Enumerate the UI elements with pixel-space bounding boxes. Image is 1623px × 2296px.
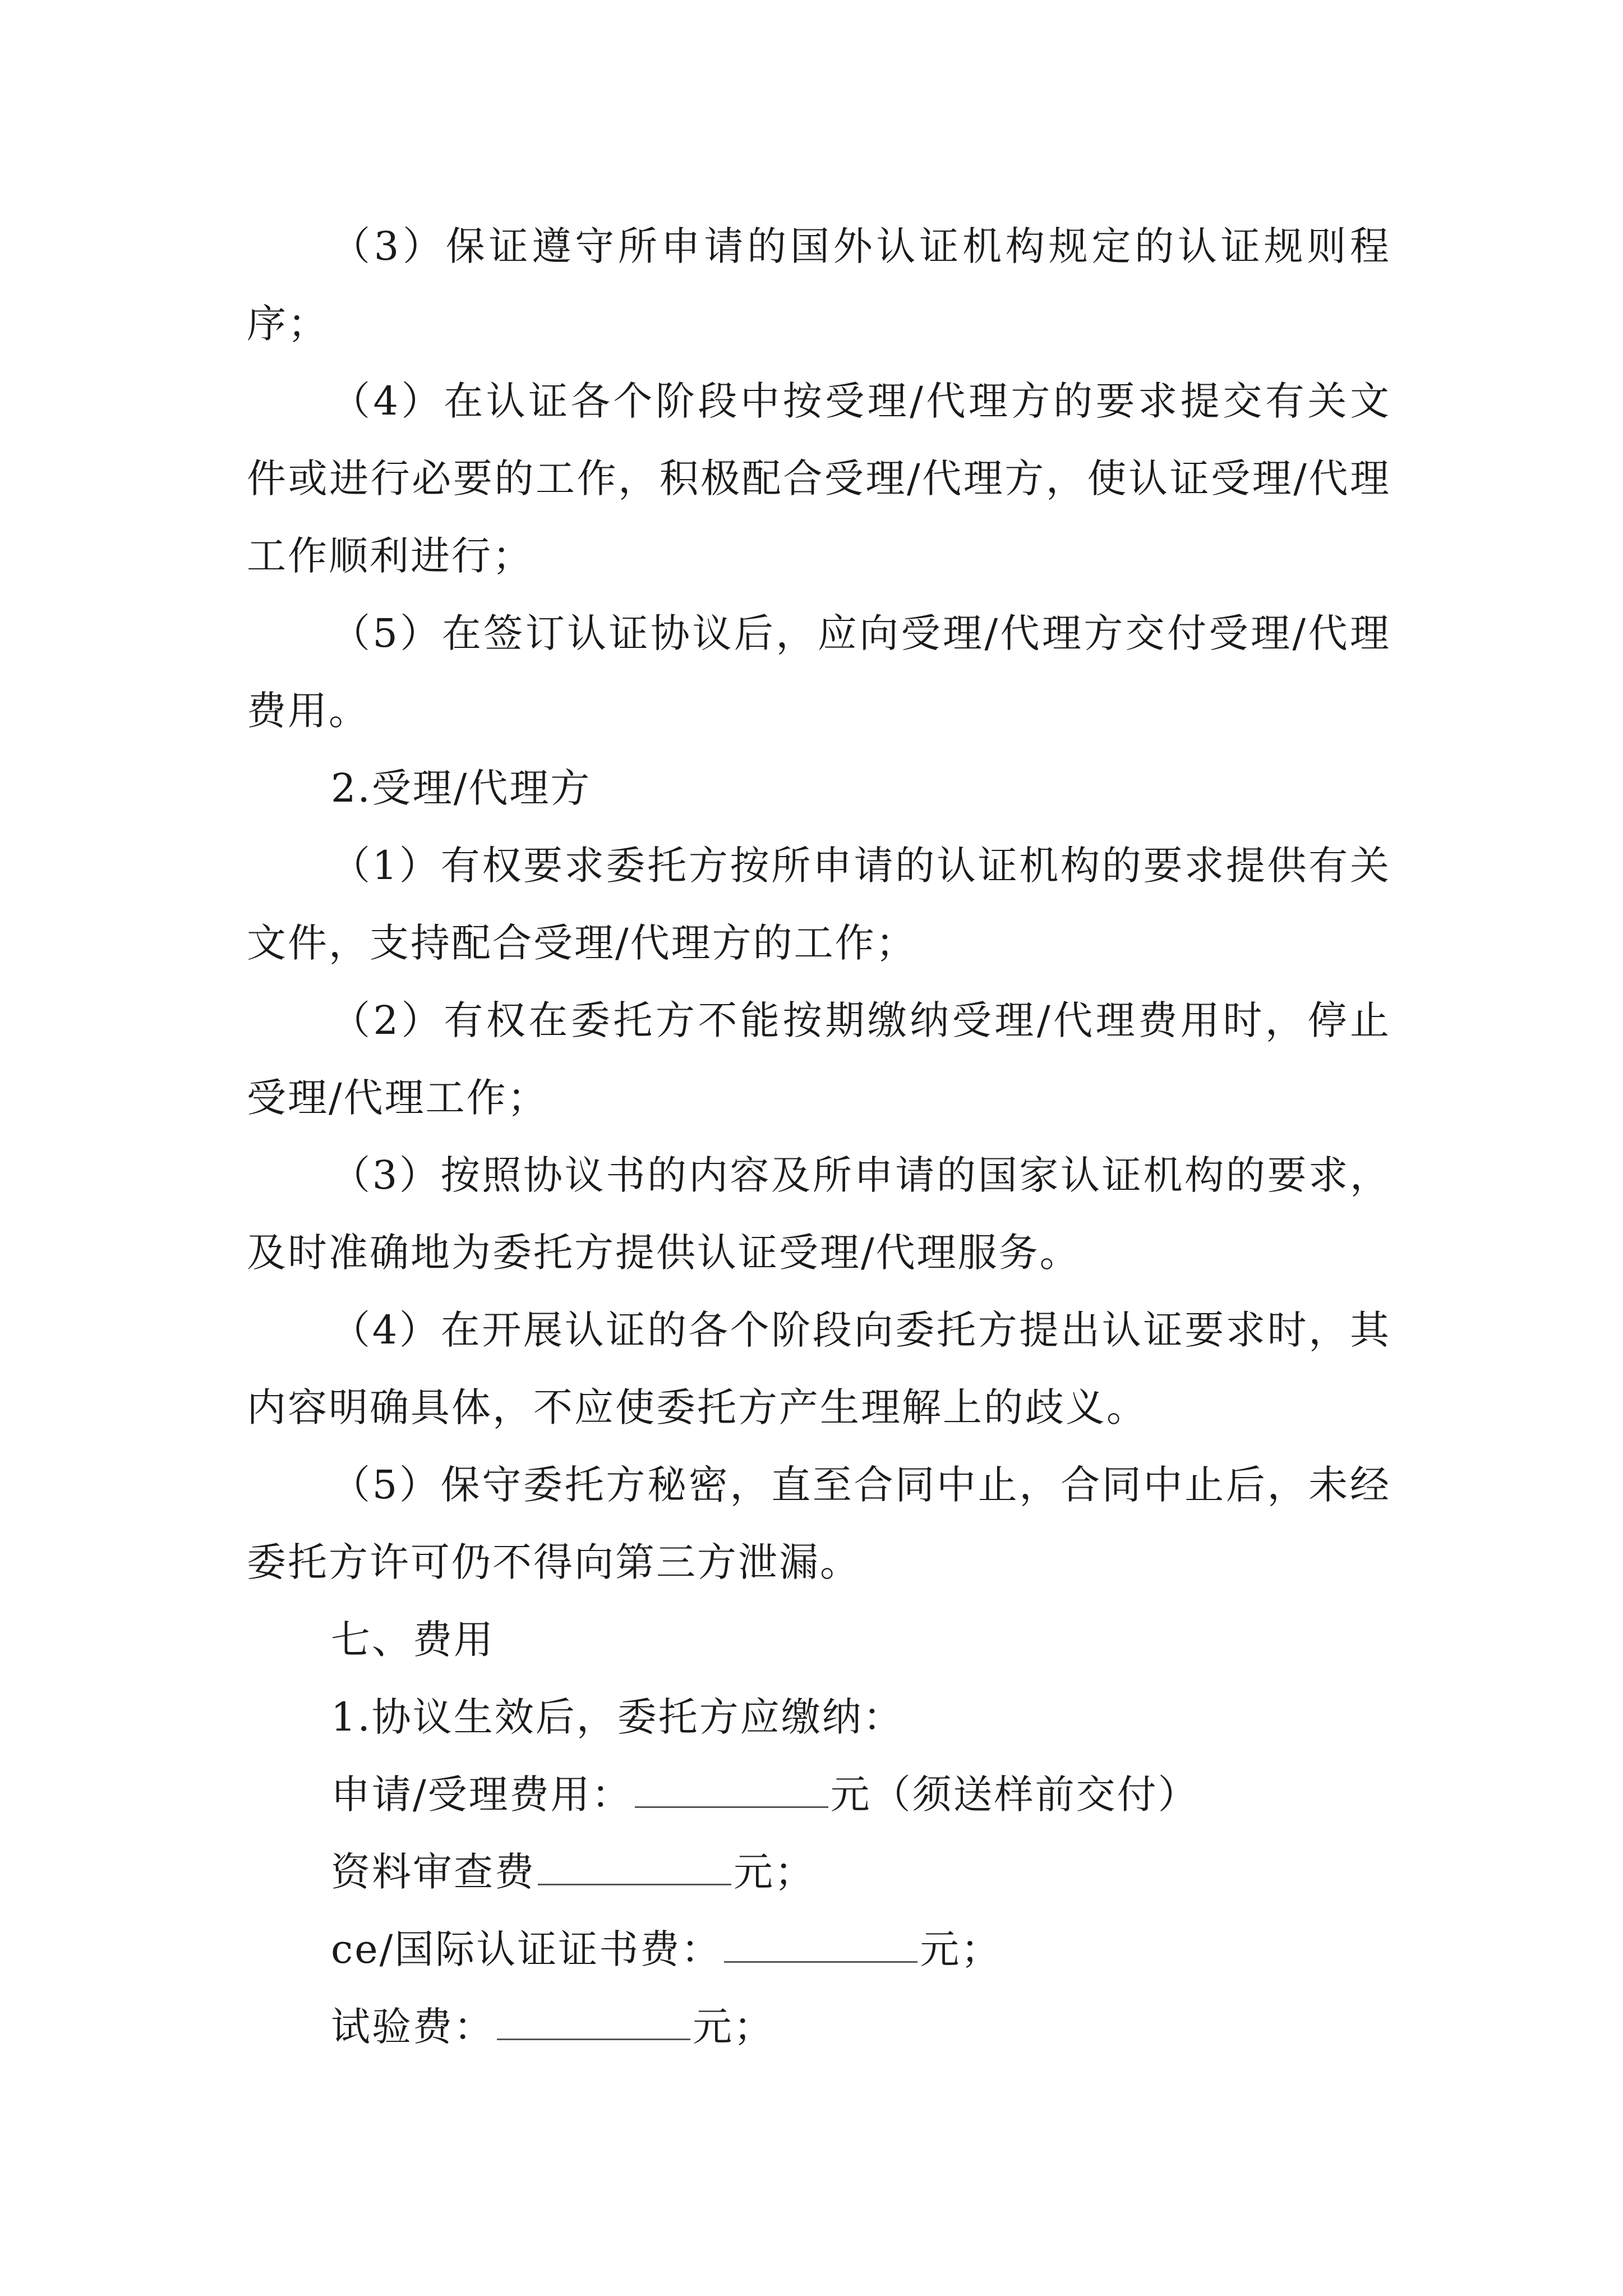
section-heading-fees: 七、费用 xyxy=(331,1617,495,1663)
clause-4-paragraph: （4）在认证各个阶段中按受理/代理方的要求提交有关文件或进行必要的工作，积极配合受理/代理方，使认证受理/代理工作顺利进行； xyxy=(247,378,1391,579)
fee-blank-field[interactable] xyxy=(724,1927,917,1963)
document-body xyxy=(247,208,1391,2065)
fee-label: 申请/受理费用： xyxy=(331,1772,633,1818)
agent-clause-3-paragraph: （3）按照协议书的内容及所申请的国家认证机构的要求，及时准确地为委托方提供认证受理/代理服务。 xyxy=(247,1152,1391,1276)
fee-suffix: 元； xyxy=(734,1849,815,1895)
fee-label: 试验费： xyxy=(331,2004,495,2050)
fee-label: 资料审查费 xyxy=(331,1849,536,1895)
fee-line-certificate xyxy=(247,1911,1391,1988)
fee-suffix: 元（须送样前交付） xyxy=(830,1772,1199,1818)
fee-blank-field[interactable] xyxy=(538,1850,731,1885)
fees-intro-paragraph: 1.协议生效后，委托方应缴纳： xyxy=(331,1694,904,1740)
clause-5-paragraph: （5）在签订认证协议后，应向受理/代理方交付受理/代理费用。 xyxy=(247,610,1391,734)
agent-clause-1-paragraph: （1）有权要求委托方按所申请的认证机构的要求提供有关文件，支持配合受理/代理方的工作； xyxy=(247,843,1391,966)
fee-blank-field[interactable] xyxy=(635,1773,828,1808)
agent-clause-2-paragraph: （2）有权在委托方不能按期缴纳受理/代理费用时，停止受理/代理工作； xyxy=(247,997,1391,1121)
fee-suffix: 元； xyxy=(920,1926,1002,1972)
fee-blank-field[interactable] xyxy=(497,2005,690,2040)
fee-label: ce/国际认证证书费： xyxy=(331,1926,722,1972)
fee-line-review xyxy=(247,1833,1391,1911)
fee-suffix: 元； xyxy=(693,2004,774,2050)
agent-clause-5-paragraph: （5）保守委托方秘密，直至合同中止，合同中止后，未经委托方许可仍不得向第三方泄漏。 xyxy=(247,1462,1391,1585)
agent-clause-4-paragraph: （4）在开展认证的各个阶段向委托方提出认证要求时，其内容明确具体，不应使委托方产生理解上的歧义。 xyxy=(247,1307,1391,1430)
section-heading-agent: 2.受理/代理方 xyxy=(331,765,592,811)
clause-3-paragraph: （3）保证遵守所申请的国外认证机构规定的认证规则程序； xyxy=(247,223,1391,347)
fee-line-test xyxy=(247,1988,1391,2065)
fee-line-application xyxy=(247,1756,1391,1833)
